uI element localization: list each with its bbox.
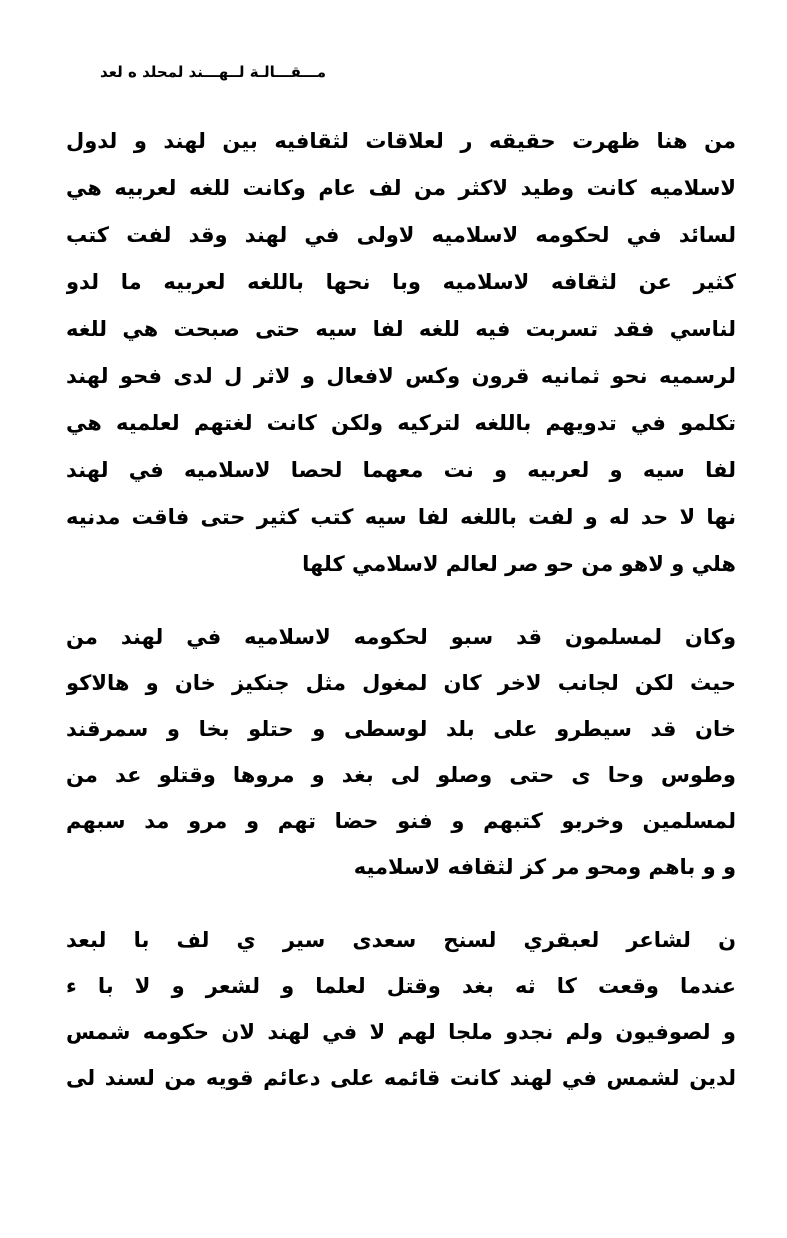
paragraph-2-line-1: وكان لمسلمون قد سبو لحكومه لاسلاميه في لهند من [66, 625, 736, 649]
paragraph-1-line-5: لناسي فقد تسربت فيه للغه لفا سيه حتى صبحت هي للغه [66, 317, 736, 341]
paragraph-1-line-3: لسائد في لحكومه لاسلاميه لاولى في لهند وقد لفت كتب [66, 223, 736, 247]
paragraph-3-line-4: لدين لشمس في لهند كانت قائمه على دعائم قويه من لسند لى [66, 1066, 736, 1090]
paragraph-1-line-7: تكلمو في تدويهم باللغه لتركيه ولكن كانت لغتهم لعلميه هي [66, 411, 736, 435]
paragraph-1-line-9: نها لا حد له و لفت باللغه لفا سيه كتب كثير حتى فاقت مدنيه [66, 505, 736, 529]
running-header: مـــقـــالـة لــهـــند لمحلد ه لعد [100, 63, 327, 81]
paragraph-1-line-4: كثير عن لثقافه لاسلاميه وبا نحها باللغه لعربيه ما لدو [66, 270, 736, 294]
paragraph-3-line-3: و لصوفيون ولم نجدو ملجا لهم لا في لهند لان حكومه شمس [66, 1020, 736, 1044]
paragraph-1-line-1: من هنا ظهرت حقيقه ر لعلاقات لثقافيه بين لهند و لدول [66, 129, 736, 153]
paragraph-3-line-2: عندما وقعت كا ثه بغد وقتل لعلما و لشعر و لا با ء [66, 974, 736, 998]
paragraph-2-line-3: خان قد سيطرو على بلد لوسطى و حتلو بخا و سمرقند [66, 717, 736, 741]
paragraph-3-line-1: ن لشاعر لعبقري لسنح سعدى سير ي لف با لبعد [66, 928, 736, 952]
paragraph-1-line-6: لرسميه نحو ثمانيه قرون وكس لافعال و لاثر ل لدى فحو لهند [66, 364, 736, 388]
paragraph-2-line-2: حيث لكن لجانب لاخر كان لمغول مثل جنكيز خان و هالاكو [66, 671, 736, 695]
paragraph-2-line-6: و و باهم ومحو مر كز لثقافه لاسلاميه [353, 855, 736, 879]
paragraph-1-line-2: لاسلاميه كانت وطيد لاكثر من لف عام وكانت للغه لعربيه هي [66, 176, 736, 200]
paragraph-2-line-5: لمسلمين وخربو كتبهم و فنو حضا تهم و مرو مد سبهم [66, 809, 736, 833]
paragraph-1-line-8: لفا سيه و لعربيه و نت معهما لحصا لاسلاميه في لهند [66, 458, 736, 482]
paragraph-2-line-4: وطوس وحا ى حتى وصلو لى بغد و مروها وقتلو عد من [66, 763, 736, 787]
paragraph-1-line-10: هلي و لاهو من حو صر لعالم لاسلامي كلها [302, 552, 736, 576]
